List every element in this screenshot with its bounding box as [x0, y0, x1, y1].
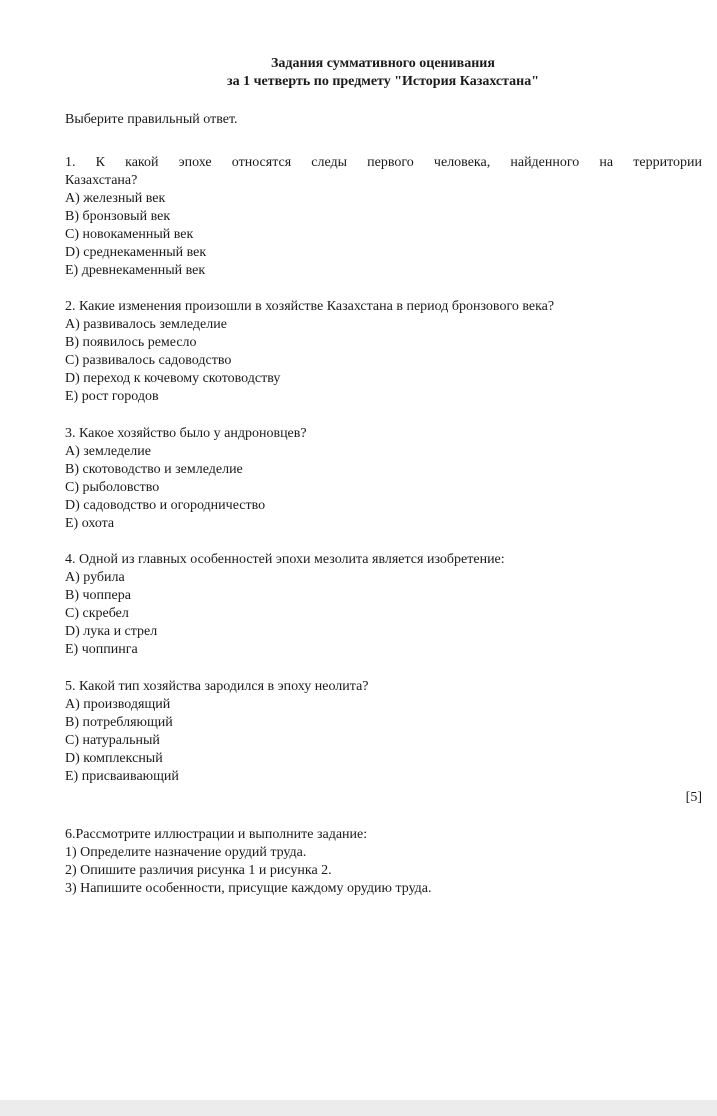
- question-1-option-a: A) железный век: [65, 191, 166, 206]
- question-3-option-b: B) скотоводство и земледелие: [65, 462, 243, 477]
- question-1-text-line-2: Казахстана?: [65, 173, 138, 188]
- question-2-option-b: B) появилось ремесло: [65, 335, 197, 350]
- task-6-title: 6.Рассмотрите иллюстрации и выполните задание:: [65, 827, 368, 842]
- task-6-item-3: 3) Напишите особенности, присущие каждому орудию труда.: [65, 881, 432, 896]
- question-1-option-e: E) древнекаменный век: [65, 263, 206, 278]
- question-1-option-c: C) новокаменный век: [65, 227, 194, 242]
- question-5-option-c: C) натуральный: [65, 733, 160, 748]
- question-4-text: 4. Одной из главных особенностей эпохи мезолита является изобретение:: [65, 552, 505, 567]
- task-6-item-1: 1) Определите назначение орудий труда.: [65, 845, 307, 860]
- question-2-text: 2. Какие изменения произошли в хозяйстве Казахстана в период бронзового века?: [65, 299, 555, 314]
- page-bottom-edge: [0, 1100, 717, 1116]
- score-label: [5]: [685, 790, 702, 805]
- question-1-text-line-1: 1. К какой эпохе относятся следы первого человека, найденного на территории: [65, 155, 702, 170]
- question-5-option-b: B) потребляющий: [65, 715, 173, 730]
- document-title-line-1: Задания суммативного оценивания: [271, 56, 495, 71]
- question-2-option-a: A) развивалось земледелие: [65, 317, 227, 332]
- question-1-option-b: B) бронзовый век: [65, 209, 171, 224]
- question-2-option-c: C) развивалось садоводство: [65, 353, 232, 368]
- question-5-option-e: E) присваивающий: [65, 769, 179, 784]
- question-4-option-e: E) чоппинга: [65, 642, 138, 657]
- task-6-item-2: 2) Опишите различия рисунка 1 и рисунка 2.: [65, 863, 332, 878]
- question-4-option-d: D) лука и стрел: [65, 624, 158, 639]
- question-3-option-a: A) земледелие: [65, 444, 151, 459]
- question-2-option-d: D) переход к кочевому скотоводству: [65, 371, 281, 386]
- instruction-text: Выберите правильный ответ.: [65, 112, 238, 127]
- question-2-option-e: E) рост городов: [65, 389, 159, 404]
- question-5-option-d: D) комплексный: [65, 751, 163, 766]
- question-4-option-c: C) скребел: [65, 606, 129, 621]
- document-title-line-2: за 1 четверть по предмету "История Казахстана": [226, 74, 540, 89]
- question-1-option-d: D) среднекаменный век: [65, 245, 207, 260]
- question-3-text: 3. Какое хозяйство было у андроновцев?: [65, 426, 307, 441]
- question-4-option-a: A) рубила: [65, 570, 125, 585]
- question-4-option-b: B) чоппера: [65, 588, 131, 603]
- question-3-option-e: E) охота: [65, 516, 115, 531]
- question-3-option-d: D) садоводство и огородничество: [65, 498, 266, 513]
- question-3-option-c: C) рыболовство: [65, 480, 160, 495]
- question-5-text: 5. Какой тип хозяйства зародился в эпоху неолита?: [65, 679, 369, 694]
- question-5-option-a: A) производящий: [65, 697, 171, 712]
